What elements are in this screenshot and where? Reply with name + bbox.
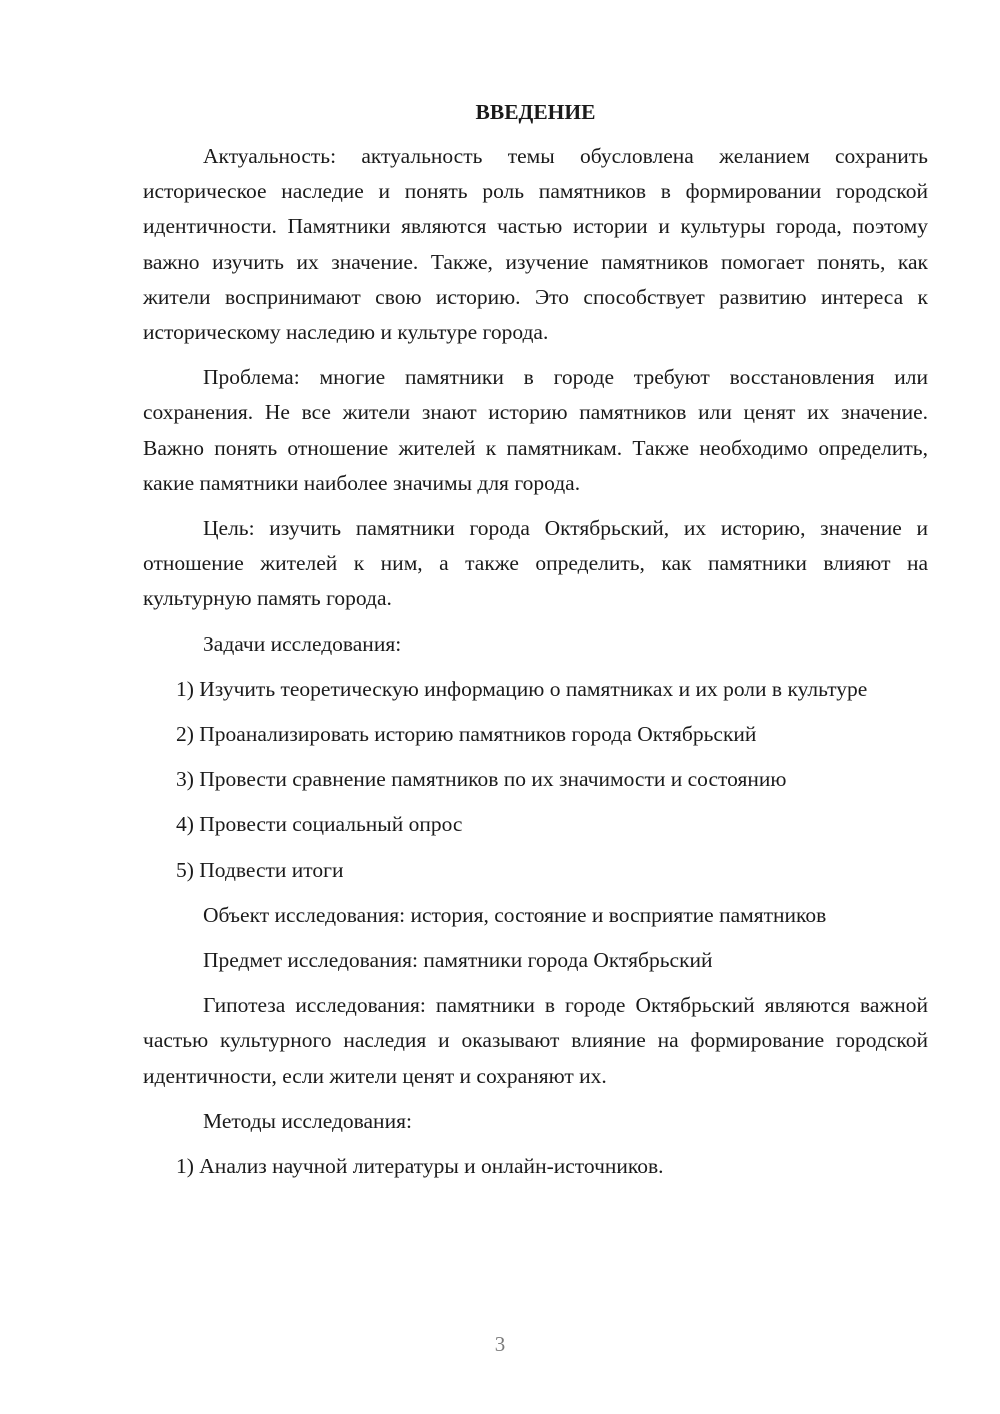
task-item: 2) Проанализировать историю памятников города Октябрьский <box>176 722 757 747</box>
section-title: ВВЕДЕНИЕ <box>475 100 596 124</box>
method-item: 1) Анализ научной литературы и онлайн-источников. <box>176 1154 664 1179</box>
subject-line: Предмет исследования: памятники города Октябрьский <box>203 948 713 973</box>
hypothesis-paragraph: Гипотеза исследования: памятники в городе Октябрьский являются важной частью культурного наследия и оказывают влияние на формирование городской идентичности, если жители ценят и сохраняют их. <box>143 993 928 1088</box>
page-number: 3 <box>494 1332 506 1356</box>
relevance-paragraph: Актуальность: актуальность темы обусловлена желанием сохранить историческое наследие и понять роль памятников в формировании городской идентичности. Памятники являются частью истории и культуры города, поэтому важно изучить их значение. Также, изучение памятников помогает понять, как жители воспринимают свою историю. Это способствует развитию интереса к историческому наследию и культуре города. <box>143 144 928 345</box>
task-item: 5) Подвести итоги <box>176 857 344 882</box>
problem-paragraph: Проблема: многие памятники в городе требуют восстановления или сохранения. Не все жители знают историю памятников или ценят их значение. Важно понять отношение жителей к памятникам. Также необходимо определить, какие памятники наиболее значимы для города. <box>143 365 928 495</box>
object-line: Объект исследования: история, состояние и восприятие памятников <box>203 902 827 927</box>
task-item: 4) Провести социальный опрос <box>176 812 463 837</box>
tasks-heading: Задачи исследования: <box>203 631 402 656</box>
methods-heading: Методы исследования: <box>203 1108 412 1133</box>
task-item: 1) Изучить теоретическую информацию о памятниках и их роли в культуре <box>176 676 868 701</box>
goal-paragraph: Цель: изучить памятники города Октябрьский, их историю, значение и отношение жителей к ним, а также определить, как памятники влияют на культурную память города. <box>143 516 928 611</box>
task-item: 3) Провести сравнение памятников по их значимости и состоянию <box>176 767 787 792</box>
document-page <box>143 95 928 1194</box>
